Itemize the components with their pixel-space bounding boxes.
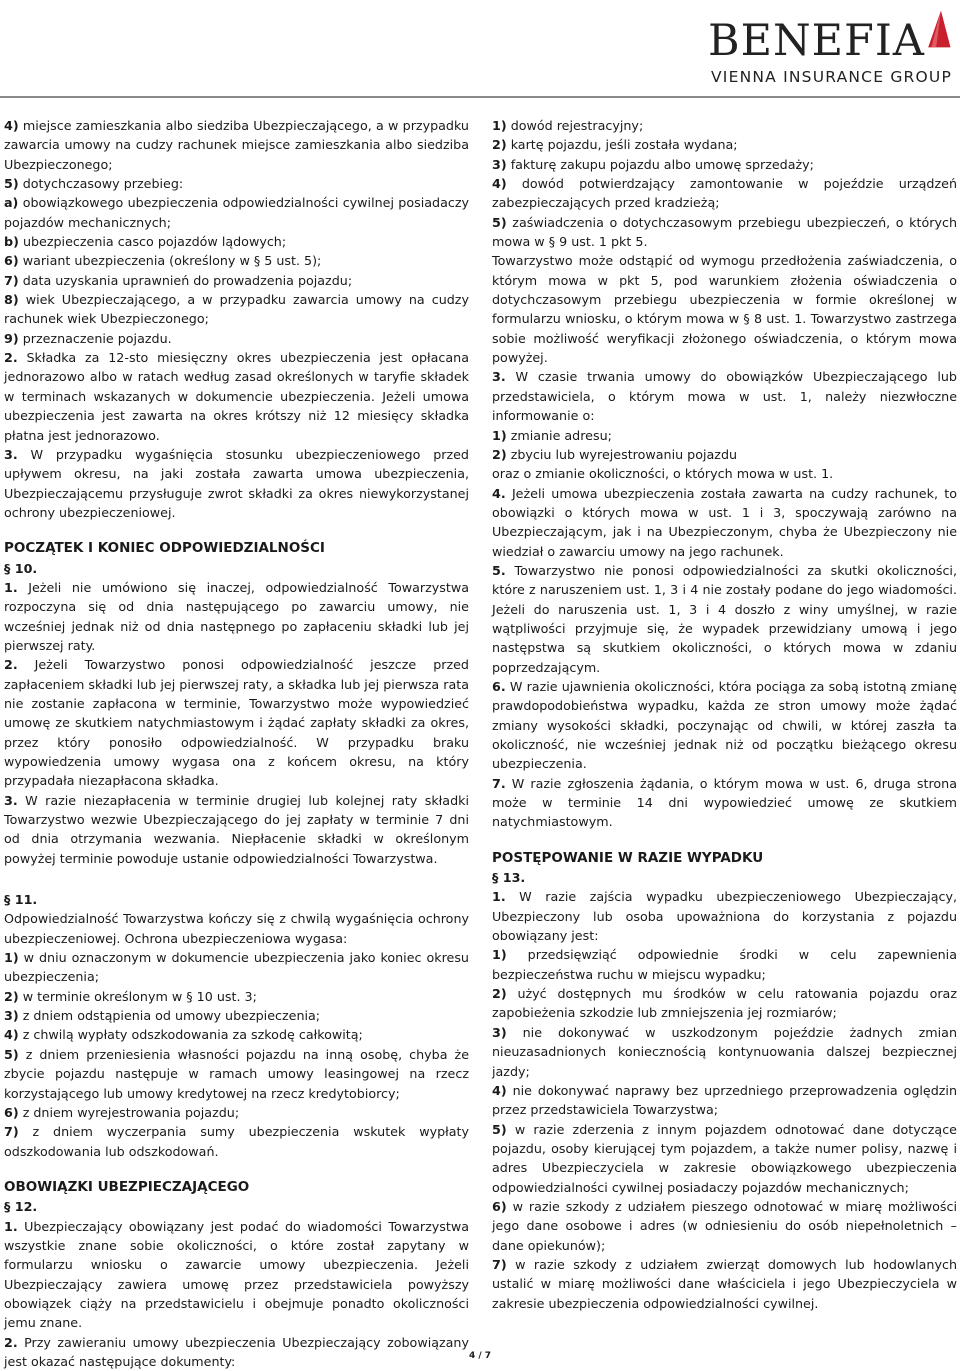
- clause-text: fakturę zakupu pojazdu albo umowę sprzedaży;: [510, 156, 814, 172]
- clause-text: miejsce zamieszkania albo siedziba Ubezpieczającego, a w przypadku zawarcia umowy na cudzy rachunek miejsce zamieszkania albo siedziba Ubezpieczonego;: [4, 118, 469, 172]
- clause: [4, 1006, 469, 1025]
- clause-text: Jeżeli nie umówiono się inaczej, odpowiedzialność Towarzystwa rozpoczyna się od dnia następującego po zawarciu umowy, nie wcześniej jednak niż od dnia następnego po zapłaceniu składki lub jej pierwszej raty.: [4, 579, 469, 653]
- clause: [492, 213, 957, 252]
- clause-text: W czasie trwania umowy do obowiązków Ubezpieczającego lub przedstawiciela, o którym mowa w ust. 1, należy niezwłoczne informowanie o:: [492, 369, 957, 424]
- clause-number: 2): [492, 137, 507, 153]
- clause: [492, 367, 957, 425]
- clause-text: w razie szkody z udziałem pieszego odnotować w miarę możliwości jego dane osobowe i adres (w odniesieniu do osób niepełnoletnich – dane opiekunów);: [492, 1198, 957, 1253]
- clause-number: 5): [492, 214, 507, 230]
- clause-number: 1): [492, 118, 507, 133]
- clause-number: 1): [492, 947, 507, 963]
- clause: [492, 426, 957, 445]
- clause-text: data uzyskania uprawnień do prowadzenia pojazdu;: [22, 272, 353, 288]
- clause-number: 3): [4, 1008, 19, 1024]
- left-column: [4, 116, 469, 1371]
- clause: [492, 155, 957, 174]
- clause-text: z dniem odstąpienia od umowy ubezpieczenia;: [22, 1008, 321, 1024]
- clause: [4, 987, 469, 1006]
- clause-text: nie dokonywać w uszkodzonym pojeździe żadnych zmian nieuzasadnionych koniecznością kontynuowania dalszej bezpiecznej jazdy;: [492, 1024, 957, 1079]
- clause-text: z dniem wyczerpania sumy ubezpieczenia wskutek wypłaty odszkodowania lub odszkodowań.: [4, 1124, 469, 1159]
- clause: [492, 484, 957, 561]
- right-column: [492, 116, 957, 1313]
- clause-number: a): [4, 195, 19, 211]
- clause-text: dowód rejestracyjny;: [510, 118, 644, 133]
- clause: [4, 655, 469, 790]
- clause-number: b): [4, 234, 19, 250]
- clause: [492, 1255, 957, 1313]
- clause-number: 5): [492, 1121, 507, 1137]
- clause-text: W razie niezapłacenia w terminie drugiej lub kolejnej raty składki Towarzystwo wezwie Ubezpieczającego do jej zapłaty w terminie 7 dni od dnia otrzymania wezwania. Niepłacenie składki w określonym powyżej terminie powoduje ustanie odpowiedzialności Towarzystwa.: [4, 792, 469, 866]
- clause-text: Towarzystwo nie ponosi odpowiedzialności za skutki okoliczności, które z naruszeniem ust. 1, 3 i 4 nie zostały podane do jego wiadomości. Jeżeli do naruszenia ust. 1, 3 i 4 doszło z winy umyślnej, w razie wątpliwości przyjmuje się, że wypadek przewidziany umową i jego następstwa są skutkiem okoliczności, o których mowa w zdaniu poprzedzającym.: [492, 562, 957, 675]
- clause-number: 3): [492, 156, 507, 172]
- paragraph-symbol: § 12.: [4, 1199, 38, 1215]
- clause: [4, 251, 469, 270]
- clause: [492, 1081, 957, 1120]
- clause-text: przedsięwziąć odpowiednie środki w celu zapewnienia bezpieczeństwa ruchu w miejscu wypadku;: [492, 947, 957, 982]
- clause: [4, 578, 469, 655]
- clause-text: W razie zgłoszenia żądania, o którym mowa w ust. 6, druga strona może w terminie 14 dni wypowiedzieć umowę ze skutkiem natychmiastowym.: [492, 775, 957, 830]
- clause-text: ubezpieczenia casco pojazdów lądowych;: [22, 234, 287, 250]
- clause-number: 4): [4, 1027, 19, 1043]
- clause: [4, 290, 469, 329]
- clause-text: Jeżeli umowa ubezpieczenia została zawarta na cudzy rachunek, to obowiązki o których mowa w ust. 1 i 3, spoczywają zarówno na Ubezpieczającym, jak i na Ubezpieczonym, chyba że Ubezpieczony nie wiedział o zawarciu umowy na jego rachunek.: [492, 485, 957, 559]
- clause-number: 5.: [492, 562, 506, 578]
- section-heading: POCZĄTEK I KONIEC ODPOWIEDZIALNOŚCI: [4, 540, 325, 557]
- clause: [4, 1025, 469, 1044]
- clause-number: 1): [492, 427, 507, 443]
- clause-text: oraz o zmianie okoliczności, o których mowa w ust. 1.: [492, 466, 834, 482]
- clause-text: W razie ujawnienia okoliczności, która pociąga za sobą istotną zmianę prawdopodobieństwa wypadku, każda ze stron umowy może żądać zmiany wysokości składki, poczynając od chwili, w której zaszła ta okoliczność, nie wcześniej jednak niż od początku bieżącego okresu ubezpieczenia.: [492, 678, 957, 772]
- clause: [4, 174, 469, 193]
- clause: [4, 193, 469, 232]
- clause-number: 4.: [492, 485, 506, 501]
- clause-number: 2.: [4, 657, 18, 673]
- clause-text: w razie zderzenia z innym pojazdem odnotować dane dotyczące pojazdu, osoby kierującej tym pojazdem, a także numer polisy, nazwę i adres Ubezpieczyciela w zakresie obowiązkowego ubezpieczenia odpowiedzialności cywilnej posiadaczy pojazdów mechanicznych;: [492, 1121, 957, 1195]
- clause: [492, 774, 957, 832]
- clause: [492, 135, 957, 154]
- clause: [492, 945, 957, 984]
- clause-text: zbyciu lub wyrejestrowaniu pojazdu: [510, 446, 738, 462]
- clause-number: 1): [4, 950, 19, 966]
- clause: [492, 174, 957, 213]
- clause-number: 6.: [492, 678, 506, 694]
- clause-number: 2.: [4, 350, 18, 366]
- clause-text: w dniu oznaczonym w dokumencie ubezpieczenia jako koniec okresu ubezpieczenia;: [4, 950, 469, 985]
- spacer: [492, 832, 957, 849]
- clause-text: dotychczasowy przebieg:: [22, 176, 184, 192]
- clause-text: w razie szkody z udziałem zwierząt domowych lub hodowlanych ustalić w miarę możliwości dane właściciela i jego Ubezpieczyciela w zakresie ubezpieczenia odpowiedzialności cywilnej.: [492, 1256, 957, 1311]
- clause-number: 3.: [4, 446, 18, 462]
- logo-mark-icon: [925, 4, 952, 54]
- header-divider: [0, 96, 960, 98]
- clause: [4, 948, 469, 987]
- clause: [4, 271, 469, 290]
- logo-tagline: VIENNA INSURANCE GROUP: [711, 68, 952, 86]
- spacer: [4, 1161, 469, 1178]
- clause-number: 3): [492, 1024, 507, 1040]
- clause-number: 2): [4, 988, 19, 1004]
- clause: [4, 232, 469, 251]
- clause-number: 2.: [4, 1334, 18, 1350]
- clause-number: 6): [4, 1104, 19, 1120]
- clause-number: 4): [492, 176, 507, 192]
- clause: [492, 445, 957, 464]
- clause-number: 1.: [492, 889, 506, 905]
- clause-text: z chwilą wypłaty odszkodowania za szkodę całkowitą;: [22, 1027, 363, 1043]
- benefia-logo: [708, 8, 952, 90]
- clause: [492, 561, 957, 677]
- clause: [4, 348, 469, 445]
- clause-number: 1.: [4, 579, 18, 595]
- spacer: [4, 868, 469, 890]
- clause-text: W przypadku wygaśnięcia stosunku ubezpieczeniowego przed upływem okresu, na jaki została zawarta umowa ubezpieczenia, Ubezpieczającemu przysługuje zwrot składki za okres niewykorzystanej ochrony ubezpieczeniowej.: [4, 446, 469, 520]
- clause-text: obowiązkowego ubezpieczenia odpowiedzialności cywilnej posiadaczy pojazdów mechanicznych;: [4, 195, 469, 230]
- clause-text: wariant ubezpieczenia (określony w § 5 ust. 5);: [22, 253, 322, 269]
- clause-text: z dniem przeniesienia własności pojazdu na inną osobę, chyba że zbycie pojazdu następuje w ramach umowy leasingowej na rzecz korzystającego lub umowy kredytowej na rzecz kredytobiorcy;: [4, 1046, 470, 1101]
- clause: [4, 1122, 469, 1161]
- clause-number: 7): [4, 272, 19, 288]
- clause: [492, 887, 957, 945]
- clause-text: Jeżeli Towarzystwo ponosi odpowiedzialność jeszcze przed zapłaceniem składki lub jej pierwszej raty, a składka lub jej pierwsza rata nie zostanie zapłacona w terminie, Towarzystwo może wypowiedzieć umowę ze skutkiem natychmiastowym i żądać zapłaty składki za okres, przez który ponosiło odpowiedzialność. W przypadku braku wypowiedzenia umowy wygasa ona z końcem okresu, na który przypadała niezapłacona składka.: [4, 657, 469, 789]
- clause-text: Towarzystwo może odstąpić od wymogu przedłożenia zaświadczenia, o którym mowa w pkt 5, pod warunkiem złożenia oświadczenia o dotychczasowym przebiegu ubezpieczenia w formie określonej w formularzu wniosku, o którym mowa w § 8 ust. 1. Towarzystwo zastrzega sobie możliwość weryfikacji złożonego oświadczenia, o którym mowa powyżej.: [492, 253, 957, 366]
- clause-number: 7): [492, 1256, 507, 1272]
- clause-number: 5): [4, 176, 19, 192]
- clause-text: przeznaczenie pojazdu.: [22, 330, 172, 346]
- clause: [4, 791, 469, 868]
- clause: [492, 984, 957, 1023]
- clause-number: 6): [492, 1198, 507, 1214]
- clause-number: 4): [4, 118, 19, 133]
- clause: [4, 116, 469, 174]
- section-heading: POSTĘPOWANIE W RAZIE WYPADKU: [492, 849, 764, 866]
- clause-number: 5): [4, 1046, 19, 1062]
- spacer: [4, 522, 469, 539]
- clause-number: 8): [4, 292, 19, 308]
- clause: [4, 1103, 469, 1122]
- paragraph-symbol: § 10.: [4, 560, 38, 576]
- clause-number: 2): [492, 986, 507, 1002]
- clause: [492, 1023, 957, 1081]
- clause-text: z dniem wyrejestrowania pojazdu;: [22, 1104, 240, 1120]
- section-heading: OBOWIĄZKI UBEZPIECZAJĄCEGO: [4, 1178, 250, 1195]
- clause: [492, 116, 957, 135]
- clause-number: 3.: [492, 369, 506, 385]
- clause-text: zaświadczenia o dotychczasowym przebiegu ubezpieczeń, o których mowa w § 9 ust. 1 pkt 5.: [492, 214, 957, 250]
- logo-brand: BENEFIA: [708, 16, 925, 66]
- clause-text: wiek Ubezpieczającego, a w przypadku zawarcia umowy na cudzy rachunek wiek Ubezpieczonego;: [4, 292, 469, 327]
- clause-text: kartę pojazdu, jeśli została wydana;: [510, 137, 738, 153]
- clause-text: Przy zawieraniu umowy ubezpieczenia Ubezpieczający zobowiązany jest okazać następujące dokumenty:: [4, 1334, 469, 1369]
- clause-text: Ubezpieczający obowiązany jest podać do wiadomości Towarzystwa wszystkie znane sobie okoliczności, o które został zapytany w formularzu wniosku o zawarcie umowy ubezpieczenia. Jeżeli Ubezpieczający zawiera umowę przez przedstawiciela powyższy obowiązek ciąży na przedstawicielu i obejmuje ponadto okoliczności jemu znane.: [4, 1218, 469, 1331]
- clause: [492, 251, 957, 367]
- clause-number: 7): [4, 1124, 19, 1140]
- clause-text: zmianie adresu;: [510, 427, 612, 443]
- clause-text: Składka za 12-sto miesięczny okres ubezpieczenia jest opłacana jednorazowo albo w ratach według zasad określonych w taryfie składek w terminach wskazanych w dokumencie ubezpieczenia. Jeżeli umowa ubezpieczenia jest zawarta na okres krótszy niż 12 miesięcy składka płatna jest jednorazowo.: [4, 350, 469, 443]
- clause-number: 6): [4, 253, 19, 269]
- clause: [492, 464, 957, 483]
- clause: [4, 445, 469, 522]
- clause: [492, 677, 957, 774]
- page-number: 4 / 7: [468, 1351, 492, 1361]
- clause-number: 3.: [4, 792, 18, 808]
- clause-text: dowód potwierdzający zamontowanie w pojeździe urządzeń zabezpieczających przed kradzieżą;: [492, 176, 957, 211]
- paragraph-symbol: § 11.: [4, 892, 38, 908]
- clause: [4, 1045, 469, 1103]
- clause: [492, 1197, 957, 1255]
- clause-text: użyć dostępnych mu środków w celu ratowania pojazdu oraz zapobieżenia szkodzie lub zmniejszenia jej rozmiarów;: [492, 986, 957, 1021]
- clause-text: w terminie określonym w § 10 ust. 3;: [22, 988, 257, 1004]
- clause-number: 9): [4, 330, 19, 346]
- clause: [4, 909, 469, 948]
- clause-text: W razie zajścia wypadku ubezpieczeniowego Ubezpieczający, Ubezpieczony lub osoba upoważniona do korzystania z pojazdu obowiązany jest:: [492, 889, 957, 944]
- clause-text: nie dokonywać naprawy bez uprzedniego przeprowadzenia oględzin przez przedstawiciela Towarzystwa;: [492, 1082, 957, 1118]
- clause-number: 2): [492, 446, 507, 462]
- clause-number: 7.: [492, 775, 506, 791]
- clause: [4, 1217, 469, 1333]
- clause-text: Odpowiedzialność Towarzystwa kończy się z chwilą wygaśnięcia ochrony ubezpieczeniowej. Ochrona ubezpieczeniowa wygasa:: [4, 911, 469, 946]
- clause: [492, 1120, 957, 1197]
- clause-number: 1.: [4, 1218, 18, 1234]
- paragraph-symbol: § 13.: [492, 870, 526, 886]
- clause-number: 4): [492, 1082, 507, 1098]
- clause: [4, 329, 469, 348]
